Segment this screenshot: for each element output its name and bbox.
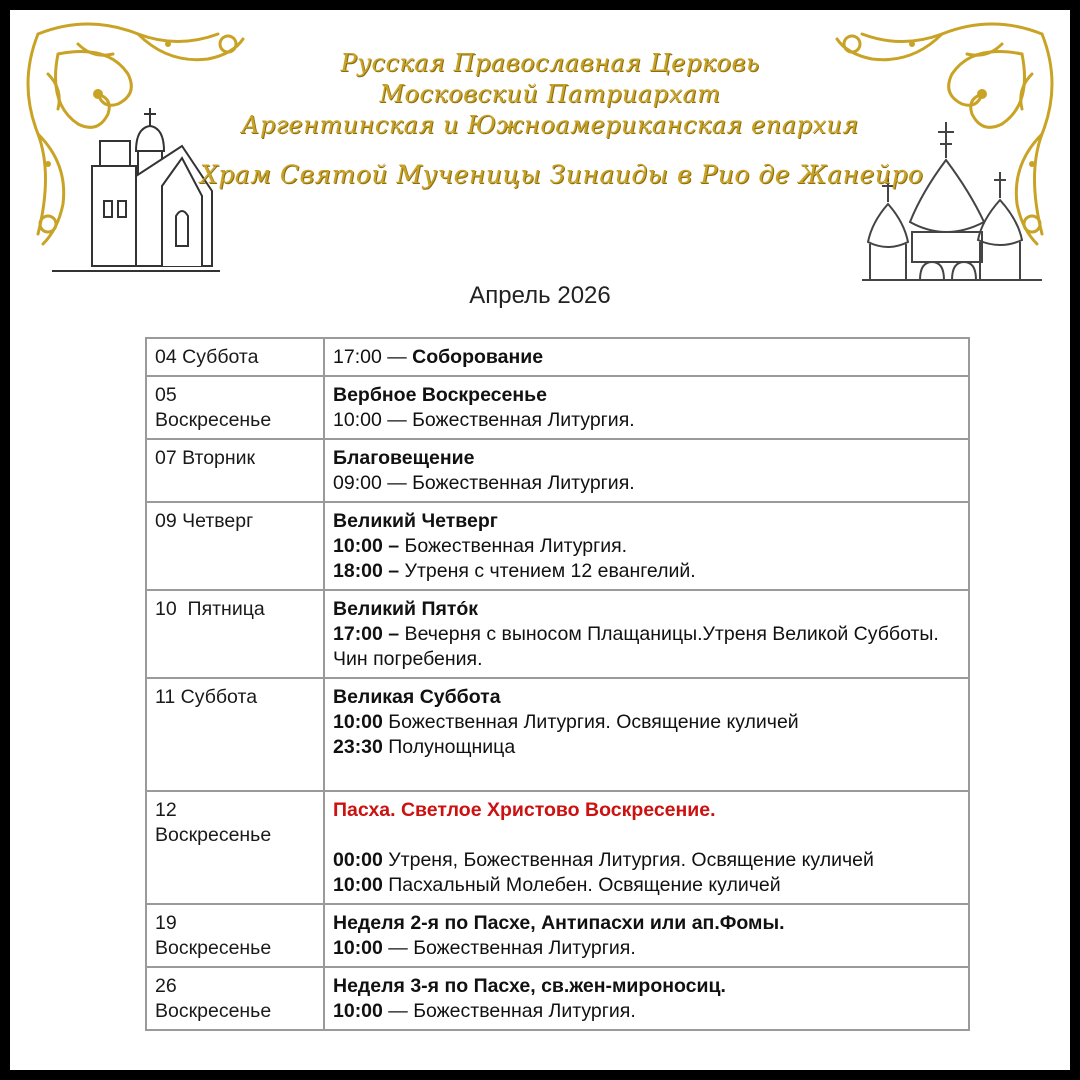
- feast-title: Пасха. Светлое Христово Воскресение.: [333, 799, 716, 821]
- feast-title: Великая Суббота: [333, 686, 501, 708]
- day-name: Пятница: [187, 598, 265, 620]
- schedule-table: [145, 337, 970, 1031]
- feast-title: Великий Четверг: [333, 510, 498, 532]
- table-row: [146, 967, 969, 1030]
- table-row: [146, 439, 969, 502]
- service-cell: [324, 439, 969, 502]
- church-name-title: Храм Святой Мученицы Зинаиды в Рио де Жанейро: [200, 160, 924, 189]
- service-text: Полунощница: [382, 736, 516, 758]
- day-cell: [146, 338, 324, 376]
- day-name: Суббота: [182, 346, 259, 368]
- day-cell: [146, 439, 324, 502]
- service-time: 10:00: [333, 937, 383, 959]
- service-line: [333, 559, 960, 584]
- service-line: [333, 710, 960, 735]
- day-number: 09: [155, 510, 177, 532]
- service-cell: [324, 376, 969, 439]
- church-building-icon: [42, 106, 222, 276]
- service-cell: [324, 338, 969, 376]
- service-line: 09:00 — Божественная Литургия.: [333, 472, 635, 494]
- feast-title: Неделя 2-я по Пасхе, Антипасхи или ап.Фомы.: [333, 912, 785, 934]
- service-name: Соборование: [412, 346, 544, 368]
- day-cell: [146, 791, 324, 904]
- day-cell: [146, 967, 324, 1030]
- day-cell: [146, 904, 324, 967]
- service-line: [333, 622, 960, 672]
- day-number: 26: [155, 975, 177, 997]
- service-cell: [324, 967, 969, 1030]
- day-number: 11: [155, 686, 176, 708]
- service-time: 10:00: [333, 1000, 383, 1022]
- page-frame: [10, 10, 1070, 1070]
- day-name: Воскресенье: [155, 937, 272, 959]
- day-number: 04: [155, 346, 177, 368]
- table-row: [146, 502, 969, 590]
- service-time: 10:00: [333, 711, 383, 733]
- service-text: Божественная Литургия.: [399, 535, 628, 557]
- service-line: 10:00 — Божественная Литургия.: [333, 409, 635, 431]
- service-text: Вечерня с выносом Плащаницы.Утреня Великой Субботы. Чин погребения.: [333, 623, 939, 670]
- service-line: [333, 873, 960, 898]
- table-row: [146, 678, 969, 791]
- service-time: 10:00 –: [333, 535, 400, 557]
- day-cell: [146, 376, 324, 439]
- service-cell: [324, 678, 969, 791]
- service-line: [333, 735, 960, 760]
- service-cell: [324, 904, 969, 967]
- service-cell: [324, 502, 969, 590]
- table-row: [146, 904, 969, 967]
- table-row: [146, 590, 969, 678]
- day-cell: [146, 590, 324, 678]
- diocese-title: Аргентинская и Южноамериканская епархия: [241, 111, 859, 139]
- month-title: Апрель 2026: [469, 282, 611, 309]
- day-name: Воскресенье: [155, 409, 272, 431]
- service-text: Божественная Литургия. Освящение куличей: [382, 711, 799, 733]
- table-row: [146, 338, 969, 376]
- feast-title: Великий Пятóк: [333, 598, 479, 620]
- service-line: [333, 999, 960, 1024]
- day-number: 05: [155, 384, 177, 406]
- service-cell: [324, 791, 969, 904]
- day-number: 19: [155, 912, 177, 934]
- day-name: Воскресенье: [155, 824, 272, 846]
- service-text: Утреня, Божественная Литургия. Освящение куличей: [382, 849, 874, 871]
- day-cell: [146, 678, 324, 791]
- day-number: 07: [155, 447, 177, 469]
- service-text: Пасхальный Молебен. Освящение куличей: [382, 874, 781, 896]
- service-time: 10:00: [333, 874, 383, 896]
- service-text: — Божественная Литургия.: [382, 937, 636, 959]
- church-org-title: Русская Православная Церковь: [340, 49, 760, 77]
- service-time: 18:00 –: [333, 560, 400, 582]
- day-cell: [146, 502, 324, 590]
- day-name: Четверг: [182, 510, 254, 532]
- table-row: [146, 791, 969, 904]
- service-time: 17:00 —: [333, 346, 413, 368]
- service-cell: [324, 590, 969, 678]
- day-name: Суббота: [180, 686, 258, 708]
- service-line: [333, 534, 960, 559]
- header-block: [200, 48, 924, 190]
- service-time: 23:30: [333, 736, 383, 758]
- service-line: [333, 848, 960, 873]
- day-name: Вторник: [182, 447, 256, 469]
- service-line: [333, 936, 960, 961]
- feast-title: Благовещение: [333, 447, 475, 469]
- feast-title: Неделя 3-я по Пасхе, св.жен-мироносиц.: [333, 975, 726, 997]
- feast-title: Вербное Воскресенье: [333, 384, 547, 406]
- service-time: 17:00 –: [333, 623, 400, 645]
- day-number: 12: [155, 799, 177, 821]
- day-name: Воскресенье: [155, 1000, 272, 1022]
- service-time: 00:00: [333, 849, 383, 871]
- service-text: — Божественная Литургия.: [382, 1000, 636, 1022]
- day-number: 10: [155, 598, 177, 620]
- patriarchate-title: Московский Патриархат: [379, 80, 721, 108]
- table-row: [146, 376, 969, 439]
- service-text: Утреня с чтением 12 евангелий.: [399, 560, 696, 582]
